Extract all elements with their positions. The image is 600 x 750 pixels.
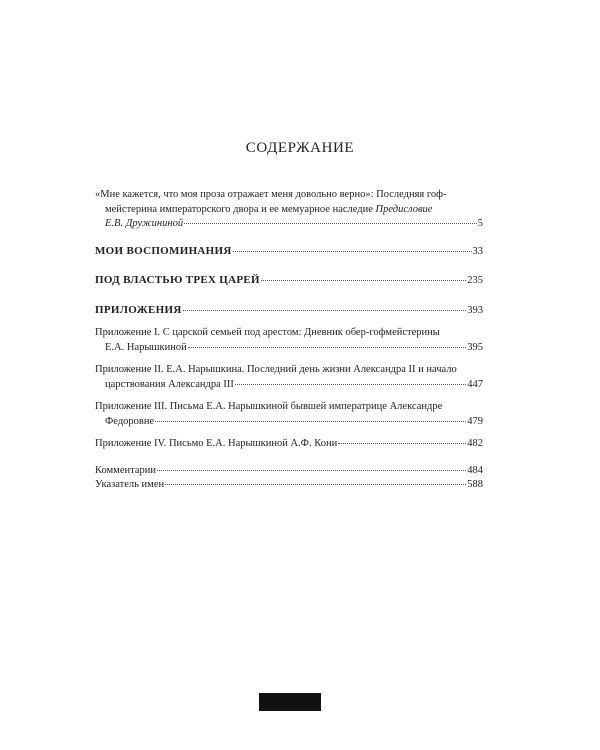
toc-entry-preface-author: Е.В. Дружининой — [105, 218, 184, 229]
toc-entry-appendices[interactable] — [95, 303, 483, 319]
toc-leader-dots — [157, 462, 466, 471]
toc-entry-three-tsars-line — [95, 273, 483, 289]
toc-entry-appendix-3-lastline — [95, 415, 483, 430]
toc-entry-appendices-title: ПРИЛОЖЕНИЯ — [95, 303, 182, 316]
toc-entry-appendix-3-line2: Федоровне — [105, 415, 155, 427]
toc-entry-appendix-4[interactable] — [95, 437, 483, 452]
toc-page-number: 393 — [467, 304, 483, 316]
toc-leader-dots — [183, 302, 467, 311]
toc-entry-appendix-1-lastline — [95, 341, 483, 356]
toc-entry-appendix-2-line1: Приложение II. Е.А. Нарышкина. Последний день жизни Александра II и начало — [95, 364, 457, 375]
toc-leader-dots — [233, 243, 472, 252]
toc-page-number: 235 — [467, 275, 483, 286]
toc-page-number: 484 — [467, 464, 483, 476]
toc-entry-appendix-4-title: Приложение IV. Письмо Е.А. Нарышкиной А.Ф. Кони — [95, 438, 338, 449]
toc-entry-appendices-line — [95, 303, 483, 319]
footer-black-bar — [259, 693, 321, 711]
toc-entry-index-line — [95, 478, 483, 493]
toc-leader-dots — [165, 476, 466, 485]
toc-leader-dots — [184, 215, 477, 224]
toc-entry-preface[interactable] — [95, 188, 483, 232]
toc-entry-memoirs-line — [95, 244, 483, 260]
toc-entry-appendix-3-line1: Приложение III. Письма Е.А. Нарышкиной бывшей императрице Александре — [95, 401, 443, 412]
toc-entry-appendix-2-line2: царствования Александра III — [105, 378, 234, 390]
toc-page-number: 447 — [467, 378, 483, 390]
toc-entry-appendix-1[interactable] — [95, 326, 483, 355]
toc-page-number: 395 — [467, 341, 483, 353]
table-of-contents — [95, 188, 483, 493]
toc-page-number: 482 — [467, 438, 483, 449]
toc-leader-dots — [261, 272, 466, 281]
toc-page-number: 479 — [467, 415, 483, 427]
toc-entry-index-title: Указатель имен — [95, 479, 165, 490]
toc-leader-dots — [338, 435, 466, 444]
contents-heading: СОДЕРЖАНИЕ — [245, 140, 355, 156]
toc-entry-preface-line1: «Мне кажется, что моя проза отражает меня довольно верно»: Последняя гоф- — [95, 189, 447, 200]
toc-entry-appendix-1-line2: Е.А. Нарышкиной — [105, 341, 187, 353]
toc-entry-appendix-3[interactable] — [95, 400, 483, 429]
toc-entry-index[interactable] — [95, 478, 483, 493]
toc-entry-preface-line2-text: мейстерина императорского двора и ее мемуарное наследие — [105, 203, 376, 215]
toc-leader-dots — [155, 413, 466, 422]
toc-page-number: 588 — [467, 479, 483, 490]
toc-page-number: 5 — [477, 218, 483, 229]
toc-entry-three-tsars-title: ПОД ВЛАСТЬЮ ТРЕХ ЦАРЕЙ — [95, 274, 260, 286]
toc-entry-memoirs-title: МОИ ВОСПОМИНАНИЯ — [95, 244, 232, 257]
toc-entry-preface-lastline — [95, 217, 483, 232]
toc-leader-dots — [235, 376, 466, 385]
toc-entry-appendix-1-line1: Приложение I. С царской семьей под арестом: Дневник обер-гофмейстерины — [95, 327, 440, 338]
toc-entry-commentary-title: Комментарии — [95, 464, 156, 476]
toc-entry-appendix-4-line — [95, 437, 483, 452]
toc-entry-preface-line2-italic: Предисловие — [375, 203, 433, 215]
toc-entry-appendix-2[interactable] — [95, 363, 483, 392]
toc-page-number: 33 — [472, 245, 483, 257]
toc-entry-three-tsars[interactable] — [95, 273, 483, 289]
toc-entry-memoirs[interactable] — [95, 244, 483, 260]
toc-entry-appendix-2-lastline — [95, 378, 483, 393]
toc-leader-dots — [188, 339, 467, 348]
